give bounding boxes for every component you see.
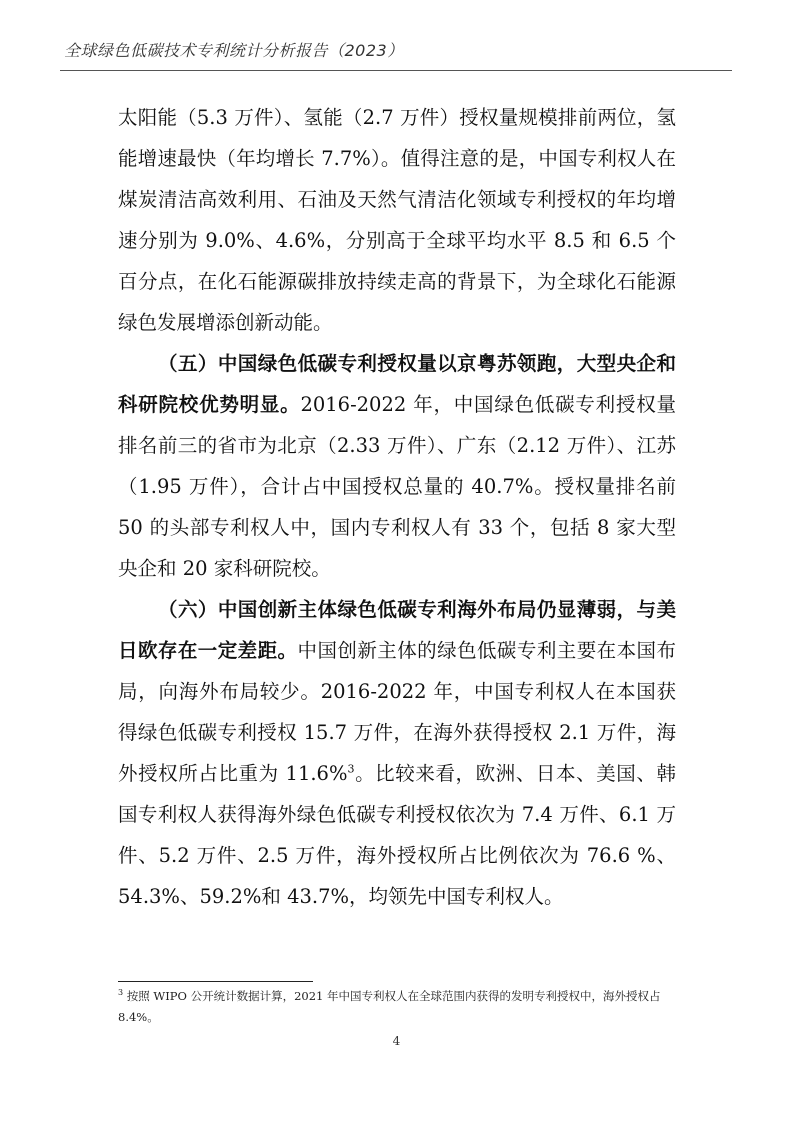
- footnote-reference: 3: [347, 762, 355, 776]
- paragraph-provinces: [118, 343, 676, 589]
- paragraph-overseas: [118, 589, 676, 917]
- footnote: [118, 986, 678, 1028]
- section-heading-five: （五）中国绿色低碳专利授权量以京粤苏领跑，大型央企和科研院校优势明显。: [118, 352, 676, 416]
- paragraph-overseas-body-b: 。比较来看，欧洲、日本、美国、韩国专利权人获得海外绿色低碳专利授权依次为 7.4 万件、6.1 万件、5.2 万件、2.5 万件，海外授权所占比例依次为 76.6 %、54.3%、59.2%和 43.7%，均领先中国专利权人。: [118, 762, 676, 908]
- footnote-divider: [118, 981, 313, 982]
- footnote-marker: 3: [118, 988, 124, 998]
- header-divider: [60, 70, 732, 71]
- running-header: 全球绿色低碳技术专利统计分析报告（2023）: [64, 41, 404, 60]
- paragraph-provinces-body: 2016-2022 年，中国绿色低碳专利授权量排名前三的省市为北京（2.33 万件）、广东（2.12 万件）、江苏（1.95 万件），合计占中国授权总量的 40.7%。授权量排名前 50 的头部专利权人中，国内专利权人有 33 个，包括 8 家大型央企和 20 家科研院校。: [118, 393, 676, 580]
- footnote-text: 按照 WIPO 公开统计数据计算，2021 年中国专利权人在全球范围内获得的发明专利授权中，海外授权占 8.4%。: [118, 989, 661, 1024]
- main-body: [118, 97, 676, 917]
- paragraph-overseas-body-a: 中国创新主体的绿色低碳专利主要在本国布局，向海外布局较少。2016-2022 年，中国专利权人在本国获得绿色低碳专利授权 15.7 万件，在海外获得授权 2.1 万件，海外授权所占比重为 11.6%: [118, 639, 676, 785]
- paragraph-solar-hydrogen: 太阳能（5.3 万件）、氢能（2.7 万件）授权量规模排前两位，氢能增速最快（年均增长 7.7%）。值得注意的是，中国专利权人在煤炭清洁高效利用、石油及天然气清洁化领域专利授权的年均增速分别为 9.0%、4.6%，分别高于全球平均水平 8.5 和 6.5 个百分点，在化石能源碳排放持续走高的背景下，为全球化石能源绿色发展增添创新动能。: [118, 106, 676, 334]
- page-number: 4: [392, 1034, 401, 1048]
- section-heading-six: （六）中国创新主体绿色低碳专利海外布局仍显薄弱，与美日欧存在一定差距。: [118, 598, 676, 662]
